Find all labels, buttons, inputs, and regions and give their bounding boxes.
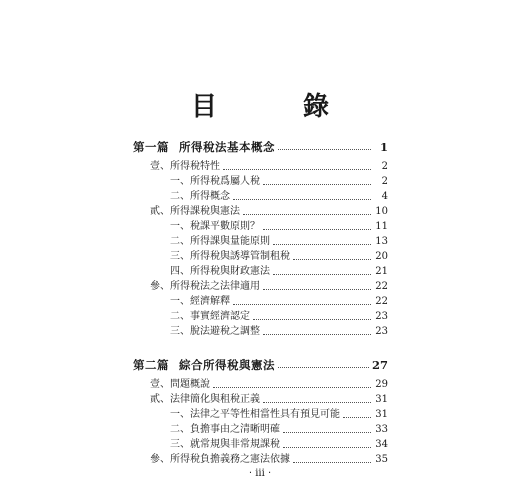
toc-entry-label: 二、所得課與量能原則 (170, 236, 270, 247)
toc-page-number: 22 (375, 281, 388, 292)
toc-page-number: 27 (371, 358, 388, 372)
toc-chapter (150, 390, 388, 406)
dot-leader (278, 367, 369, 368)
toc-entry-label: 四、所得稅與財政憲法 (170, 266, 270, 277)
dot-leader (263, 184, 371, 185)
toc-chapter (150, 450, 388, 466)
toc-entry-label: 一、所得稅爲屬人稅 (170, 176, 260, 187)
toc-entry-label: 一、經濟解釋 (170, 296, 230, 307)
toc-entry-label: 壹、所得稅特性 (150, 161, 220, 172)
toc-section (170, 292, 388, 308)
dot-leader (263, 289, 371, 290)
toc-entry-label: 參、所得稅法之法律適用 (150, 281, 260, 292)
dot-leader (233, 199, 371, 200)
toc-entry-label: 三、脫法避稅之調整 (170, 326, 260, 337)
toc-section (170, 172, 388, 188)
toc-page-number: 20 (375, 251, 388, 262)
toc-chapter (150, 202, 388, 218)
toc-section (170, 262, 388, 278)
toc-part-number: 第二篇 (133, 358, 169, 372)
toc-entry-label: 三、所得稅與誘導管制租稅 (170, 251, 290, 262)
dot-leader (253, 319, 371, 320)
dot-leader (243, 214, 371, 215)
toc-entry-label: 貳、法律簡化與租稅正義 (150, 394, 260, 405)
dot-leader (223, 169, 371, 170)
toc-section (170, 307, 388, 323)
toc-page-number: 35 (375, 454, 388, 465)
toc-entry-label: 所得稅法基本概念 (179, 140, 275, 154)
toc-entry-label: 參、所得稅負擔義務之憲法依據 (150, 454, 290, 465)
toc-entry-label: 壹、問題概說 (150, 379, 210, 390)
toc-section (170, 187, 388, 203)
dot-leader (293, 259, 371, 260)
toc-page-number: 23 (375, 311, 388, 322)
toc-entry-title (150, 454, 290, 466)
dot-leader (233, 304, 371, 305)
toc-section (170, 420, 388, 436)
dot-leader (278, 149, 371, 150)
toc-part (133, 137, 388, 153)
toc-entry-label: 二、事實經濟認定 (170, 311, 250, 322)
page-number-footer: ‧ iii ‧ (248, 468, 272, 479)
toc-chapter (150, 277, 388, 293)
toc-page-number: 33 (375, 424, 388, 435)
toc-page-number: 10 (375, 206, 388, 217)
toc-section (170, 405, 388, 421)
toc-section (170, 247, 388, 263)
toc-entry-label: 二、負擔事由之清晰明確 (170, 424, 280, 435)
dot-leader (263, 402, 371, 403)
toc-page-number: 2 (381, 161, 388, 172)
toc-entry-label: 一、稅課平數原則？ (170, 221, 260, 232)
toc-entry-label: 貳、所得課稅與憲法 (150, 206, 240, 217)
toc-page-number: 31 (375, 394, 388, 405)
dot-leader (273, 274, 371, 275)
toc-chapter (150, 375, 388, 391)
dot-leader (213, 387, 371, 388)
toc-entry-title (133, 141, 275, 153)
toc-page-number: 31 (375, 409, 388, 420)
dot-leader (263, 229, 371, 230)
toc-page-number: 13 (375, 236, 388, 247)
toc-entry-title (170, 326, 260, 338)
toc-page-number: 23 (375, 326, 388, 337)
toc-section (170, 217, 388, 233)
toc-part-number: 第一篇 (133, 140, 169, 154)
toc-entry-label: 綜合所得稅與憲法 (179, 358, 275, 372)
toc-chapter (150, 157, 388, 173)
toc-entry-label: 二、所得概念 (170, 191, 230, 202)
dot-leader (283, 432, 371, 433)
toc-page-number: 22 (375, 296, 388, 307)
toc-section (170, 322, 388, 338)
page-title: 目 錄 (190, 92, 359, 122)
toc-page-number: 29 (375, 379, 388, 390)
dot-leader (293, 462, 371, 463)
dot-leader (283, 447, 371, 448)
toc-page-number: 4 (381, 191, 388, 202)
toc-section (170, 435, 388, 451)
dot-leader (343, 417, 371, 418)
toc-entry-title (133, 359, 275, 371)
toc-part (133, 355, 388, 371)
toc-page-number: 34 (375, 439, 388, 450)
toc-entry-label: 一、法律之平等性相當性具有預見可能 (170, 409, 340, 420)
toc-section (170, 232, 388, 248)
dot-leader (263, 334, 371, 335)
toc-page-number: 1 (379, 140, 388, 154)
dot-leader (273, 244, 371, 245)
toc-page-number: 21 (375, 266, 388, 277)
toc-page-number: 11 (375, 221, 388, 232)
toc-entry-label: 三、就常規與非常規課稅 (170, 439, 280, 450)
toc-page-number: 2 (381, 176, 388, 187)
